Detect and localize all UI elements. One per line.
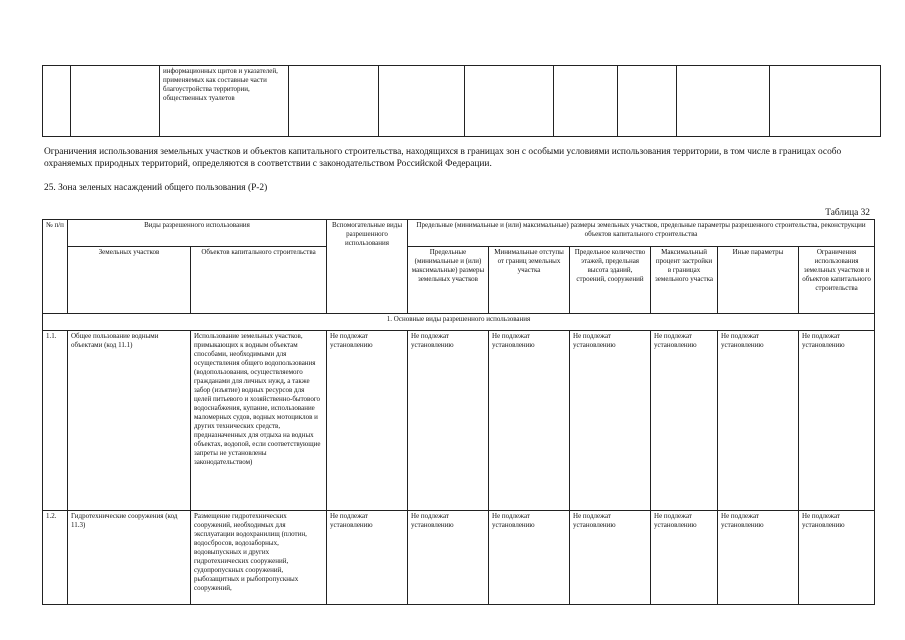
- table-row: [43, 331, 875, 511]
- row-floors: Не подлежат установлению: [570, 331, 651, 511]
- empty-cell: [554, 66, 618, 137]
- row-plot-sizes: Не подлежат установлению: [408, 511, 489, 605]
- row-restrictions: Не подлежат установлению: [799, 331, 875, 511]
- row-restrictions: Не подлежат установлению: [799, 511, 875, 605]
- empty-cell: [289, 66, 379, 137]
- empty-cell: [379, 66, 465, 137]
- row-setbacks: Не подлежат установлению: [489, 511, 570, 605]
- object-description-cell: информационных щитов и указателей, применяемых как составные части благоустройства территории, общественных туалетов: [160, 66, 289, 137]
- section-title: 1. Основные виды разрешенного использования: [43, 314, 875, 331]
- row-plot-sizes: Не подлежат установлению: [408, 331, 489, 511]
- header-restrictions: Ограничения использования земельных участков и объектов капитального строительства: [799, 247, 875, 314]
- restriction-paragraph: Ограничения использования земельных участков и объектов капитального строительства, находящихся в границах зон с особыми условиями использования территории, в том числе в границах особо охраняемых природных территорий, определяются в соответствии с законодательством Российской Федерации.: [44, 147, 842, 169]
- empty-cell: [677, 66, 770, 137]
- row-other: Не подлежат установлению: [718, 511, 799, 605]
- row-num: 1.2.: [43, 511, 68, 605]
- empty-cell: [465, 66, 554, 137]
- empty-cell: [71, 66, 160, 137]
- empty-cell: [618, 66, 677, 137]
- header-floors-height: Предельное количество этажей, предельная высота зданий, строений, сооружений: [570, 247, 651, 314]
- row-setbacks: Не подлежат установлению: [489, 331, 570, 511]
- row-object-use: Размещение гидротехнических сооружений, необходимых для эксплуатации водохранилищ (плотин, водосбросов, водозаборных, водовыпускных и других гидротехнических сооружений, судопропускных сооружений, рыбозащитных и рыбопропускных сооружений,: [191, 511, 327, 605]
- empty-cell: [43, 66, 71, 137]
- previous-table-fragment: [42, 65, 881, 137]
- header-min-setbacks: Минимальные отступы от границ земельных участка: [489, 247, 570, 314]
- row-land-use: Общее пользование водными объектами (код 11.1): [68, 331, 191, 511]
- row-other: Не подлежат установлению: [718, 331, 799, 511]
- row-floors: Не подлежат установлению: [570, 511, 651, 605]
- header-capital-objects: Объектов капитального строительства: [191, 247, 327, 314]
- header-plot-sizes: Предельные (минимальные и (или) максимальные) размеры земельных участков: [408, 247, 489, 314]
- empty-cell: [770, 66, 881, 137]
- header-auxiliary: Вспомогательные виды разрешенного использования: [327, 220, 408, 314]
- row-auxiliary: Не подлежат установлению: [327, 331, 408, 511]
- header-types-of-use: Виды разрешенного использования: [68, 220, 327, 247]
- header-limits: Предельные (минимальные и (или) максимальные) размеры земельных участков, предельные параметры разрешенного строительства, реконструкции объектов капитального строительства: [408, 220, 875, 247]
- row-coverage: Не подлежат установлению: [651, 511, 718, 605]
- row-num: 1.1.: [43, 331, 68, 511]
- header-max-coverage: Максимальный процент застройки в границах земельного участка: [651, 247, 718, 314]
- row-coverage: Не подлежат установлению: [651, 331, 718, 511]
- row-object-use: Использование земельных участков, примыкающих к водным объектам способами, необходимыми для осуществления общего водопользования (водопользования, осуществляемого гражданами для личных нужд, а также забор (изъятие) водных ресурсов для целей питьевого и хозяйственно-бытового водоснабжения, купание, использование маломерных судов, водных мотоциклов и других технических средств, предназначенных для отдыха на водных объектах, водопой, если соответствующие запреты не установлены законодательством): [191, 331, 327, 511]
- header-land-plots: Земельных участков: [68, 247, 191, 314]
- row-auxiliary: Не подлежат установлению: [327, 511, 408, 605]
- row-land-use: Гидротехнические сооружения (код 11.3): [68, 511, 191, 605]
- header-num: № п/п: [43, 220, 68, 314]
- header-other-params: Иные параметры: [718, 247, 799, 314]
- zone-heading: 25. Зона зеленых насаждений общего пользования (Р-2): [44, 183, 268, 193]
- table-row: [43, 511, 875, 605]
- zone-regulations-table: [42, 219, 875, 605]
- table-label: Таблица 32: [825, 208, 870, 218]
